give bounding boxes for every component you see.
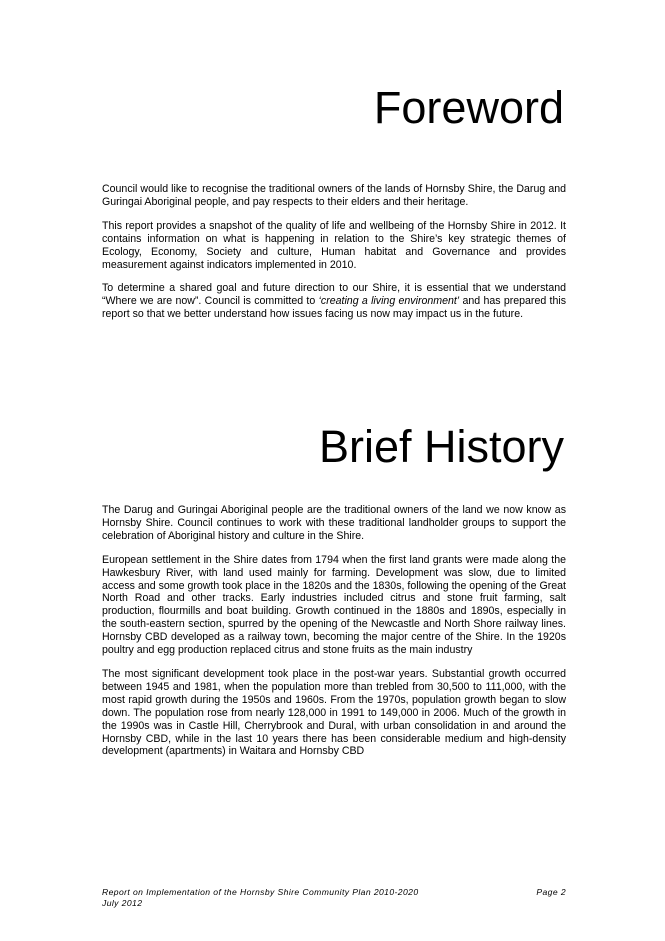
foreword-paragraph-direction-start: To determine a shared goal and future direction to our Shire, it is essential that we understand “Where we are now”. Council is committed to <box>102 282 566 308</box>
brief-history-heading: Brief History <box>318 421 564 472</box>
footer-report-title: Report on Implementation of the Hornsby Shire Community Plan 2010-2020 <box>102 887 419 897</box>
foreword-paragraph-direction-end: and has prepared this report so that we better understand how issues facing us now may impact us in the future. <box>102 295 567 321</box>
foreword-emphasis-quote: ‘creating a living environment’ <box>318 295 460 308</box>
foreword-paragraph-acknowledgement: Council would like to recognise the traditional owners of the lands of Hornsby Shire, the Darug and Guringai Aboriginal people, and pay respects to their elders and their heritage. <box>102 183 566 208</box>
foreword-paragraph-snapshot: This report provides a snapshot of the quality of life and wellbeing of the Hornsby Shire in 2012. It contains information on what is happening in relation to the Shire’s key strategic themes of Ecology, Economy, Society and culture, Human habitat and Governance and provides measurement against indicators implemented in 2010. <box>102 219 566 271</box>
footer-page-number: Page 2 <box>536 887 566 897</box>
foreword-paragraph-direction <box>102 282 566 321</box>
history-paragraph-traditional-owners: The Darug and Guringai Aboriginal people are the traditional owners of the land we now know as Hornsby Shire. Council continues to work with these traditional landholder groups to support the celebration of Aboriginal history and culture in the Shire. <box>102 504 566 542</box>
footer-date: July 2012 <box>102 898 143 908</box>
foreword-heading: Foreword <box>373 82 564 133</box>
page-footer <box>102 887 566 909</box>
foreword-section <box>102 183 566 332</box>
history-paragraph-european-settlement: European settlement in the Shire dates from 1794 when the first land grants were made along the Hawkesbury River, with land used mainly for farming. Development was slow, due to limited access and some growth took place in the 1820s and the 1830s, following the opening of the Great North Road and other tracks. Early industries included citrus and stone fruit farming, salt production, flourmills and boat building. Growth continued in the 1880s and 1890s, especially in the south-eastern section, spurred by the opening of the Newcastle and North Shore railway lines. Hornsby CBD developed as a railway town, becoming the major centre of the Shire. In the 1920s poultry and egg production replaced citrus and stone fruits as the main industry <box>102 553 566 657</box>
history-paragraph-post-war-growth: The most significant development took place in the post-war years. Substantial growth occurred between 1945 and 1981, when the population more than trebled from 30,500 to 111,000, with the most rapid growth during the 1950s and 1960s. From the 1970s, population growth began to slow down. The population rose from nearly 128,000 in 1991 to 149,000 in 2006. Much of the growth in the 1990s was in Castle Hill, Cherrybrook and Dural, with urban consolidation in and around the Hornsby CBD, while in the last 10 years there has been considerable medium and high-density development (apartments) in Waitara and Hornsby CBD <box>102 667 566 758</box>
brief-history-section <box>102 504 566 769</box>
